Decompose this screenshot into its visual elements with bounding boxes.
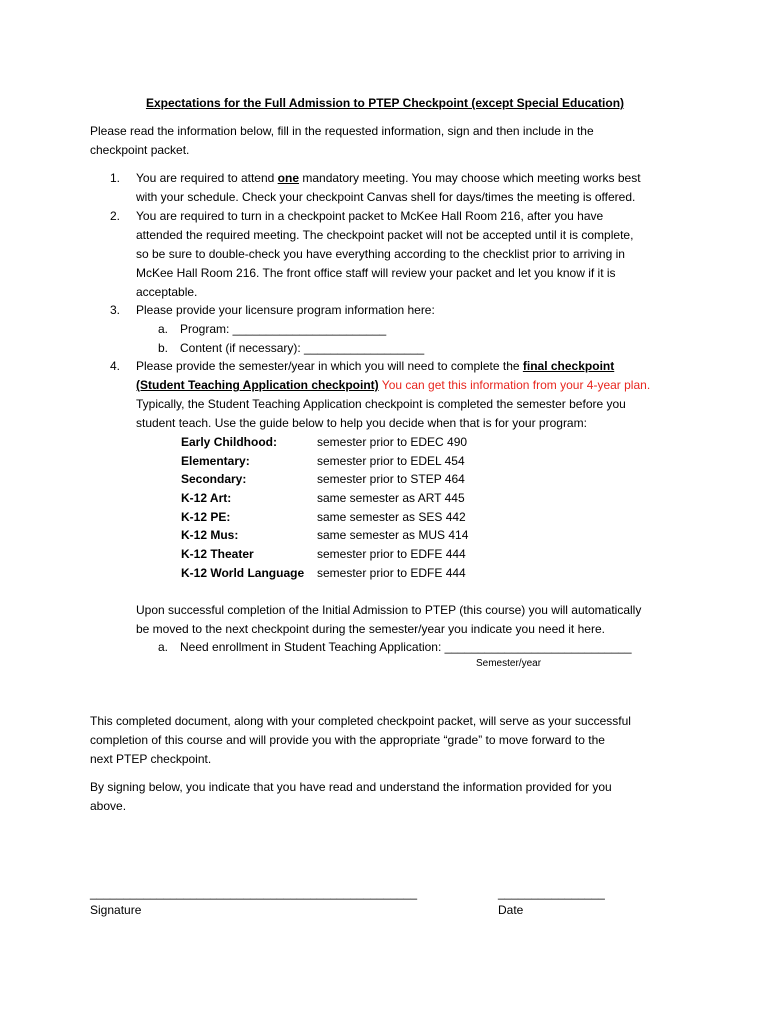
closing-line: next PTEP checkpoint.	[90, 752, 212, 766]
list-number: 1.	[110, 171, 121, 185]
program-rule: semester prior to EDFE 444	[317, 565, 466, 580]
item4-line-2	[136, 376, 681, 395]
program-name: Elementary:	[181, 453, 250, 468]
item4-line-3: Typically, the Student Teaching Application checkpoint is completed the semester before you	[136, 397, 626, 411]
item4-line-4: student teach. Use the guide below to help you decide when that is for your program:	[136, 416, 587, 430]
closing-paragraph	[90, 712, 680, 769]
sub-letter: b.	[158, 341, 169, 355]
signing-paragraph	[90, 778, 680, 816]
content-field[interactable]	[158, 339, 424, 358]
sub-letter: a.	[158, 640, 169, 654]
program-rule: same semester as MUS 414	[317, 528, 469, 543]
signature-label: Signature	[90, 903, 142, 917]
content-field-label: Content (if necessary): __________________	[180, 341, 425, 355]
semester-year-caption: Semester/year	[476, 658, 542, 669]
completion-paragraph	[136, 601, 696, 639]
item1-text-post: mandatory meeting. You may choose which meeting works best	[299, 171, 641, 185]
signature-field[interactable]: _________________________________________________	[90, 886, 418, 900]
program-rule: semester prior to EDFE 444	[317, 547, 466, 562]
item2-line: You are required to turn in a checkpoint packet to McKee Hall Room 216, after you have	[136, 209, 604, 223]
intro-paragraph	[90, 122, 680, 160]
list-number: 3.	[110, 303, 121, 317]
date-field[interactable]: ________________	[498, 886, 605, 900]
item4-line-1	[136, 357, 681, 376]
list-number: 2.	[110, 209, 121, 223]
signing-line: above.	[90, 799, 127, 813]
program-field-label: Program: _______________________	[180, 322, 387, 336]
enrollment-field[interactable]	[158, 638, 632, 657]
program-name: K-12 World Language	[181, 565, 305, 580]
item2-line: so be sure to double-check you have everything according to the checklist prior to arriving in	[136, 247, 625, 261]
program-name: Early Childhood:	[181, 435, 277, 449]
completion-line-1: Upon successful completion of the Initial Admission to PTEP (this course) you will automatically	[136, 603, 642, 617]
program-name: K-12 Theater	[181, 547, 254, 562]
completion-line-2: be moved to the next checkpoint during the semester/year you indicate you need it here.	[136, 622, 605, 636]
program-name: K-12 PE:	[181, 509, 231, 524]
intro-line-2: checkpoint packet.	[90, 143, 190, 157]
final-checkpoint-emphasis: final checkpoint	[522, 359, 615, 373]
program-rule: same semester as SES 442	[317, 509, 466, 524]
signing-line: By signing below, you indicate that you have read and understand the information provided for you	[90, 780, 612, 794]
item3-text: Please provide your licensure program information here:	[136, 303, 435, 317]
program-rule: semester prior to EDEC 490	[317, 435, 468, 449]
list-number: 4.	[110, 359, 121, 373]
item1-line-2: with your schedule. Check your checkpoint Canvas shell for days/times the meeting is offered.	[136, 190, 636, 204]
student-teaching-emphasis: (Student Teaching Application checkpoint)	[136, 378, 379, 392]
closing-line: This completed document, along with your completed checkpoint packet, will serve as your successful	[90, 714, 631, 728]
item2-line: McKee Hall Room 216. The front office staff will review your packet and let you know if it is	[136, 266, 616, 280]
program-rule: semester prior to EDEL 454	[317, 453, 465, 468]
program-field[interactable]	[158, 320, 386, 339]
item4-text: Please provide the semester/year in which you will need to complete the	[136, 359, 523, 373]
item1-line-1	[136, 169, 681, 188]
closing-line: completion of this course and will provide you with the appropriate “grade” to move forward to the	[90, 733, 605, 747]
program-rule: semester prior to STEP 464	[317, 472, 465, 487]
program-name: Secondary:	[181, 472, 247, 487]
sub-letter: a.	[158, 322, 169, 336]
program-name: K-12 Art:	[181, 491, 232, 506]
program-rule: same semester as ART 445	[317, 491, 465, 506]
item2-line: attended the required meeting. The checkpoint packet will not be accepted until it is complete,	[136, 228, 634, 242]
item1-text: You are required to attend	[136, 171, 278, 185]
four-year-plan-note: You can get this information from your 4-year plan.	[378, 378, 651, 392]
item1-emphasis: one	[277, 171, 300, 185]
item2-line: acceptable.	[136, 285, 198, 299]
program-name: K-12 Mus:	[181, 528, 239, 543]
enrollment-field-label: Need enrollment in Student Teaching Application: ____________________________	[180, 640, 632, 654]
document-title: Expectations for the Full Admission to PTEP Checkpoint (except Special Education)	[145, 96, 625, 110]
intro-line-1: Please read the information below, fill in the requested information, sign and then include in the	[90, 124, 594, 138]
date-label: Date	[498, 903, 524, 917]
